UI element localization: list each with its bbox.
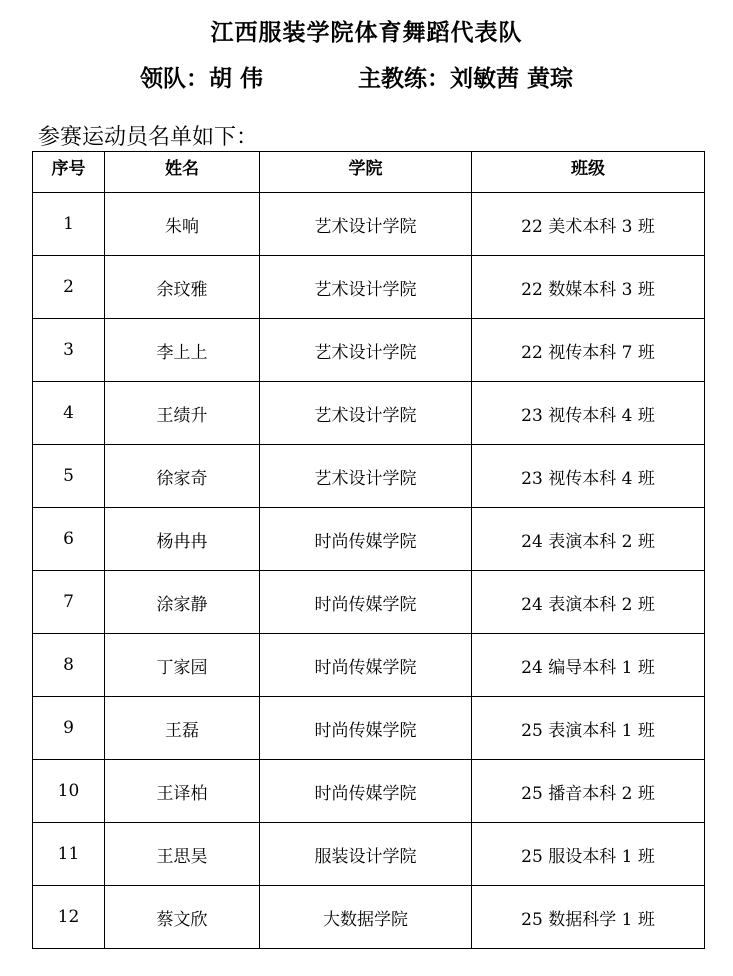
cell-college: 时尚传媒学院 xyxy=(260,571,472,634)
cell-name: 朱响 xyxy=(105,193,260,256)
cell-name: 王绩升 xyxy=(105,382,260,445)
cell-class: 24 编导本科 1 班 xyxy=(472,634,705,697)
cell-index: 4 xyxy=(33,382,105,445)
cell-class: 22 数媒本科 3 班 xyxy=(472,256,705,319)
cell-college: 服装设计学院 xyxy=(260,823,472,886)
table-row xyxy=(33,571,705,634)
cell-name: 徐家奇 xyxy=(105,445,260,508)
table-row xyxy=(33,445,705,508)
table-row xyxy=(33,697,705,760)
table-row xyxy=(33,382,705,445)
staff-line xyxy=(140,60,574,93)
cell-college: 时尚传媒学院 xyxy=(260,697,472,760)
cell-college: 大数据学院 xyxy=(260,886,472,949)
cell-class: 22 视传本科 7 班 xyxy=(472,319,705,382)
cell-class: 25 表演本科 1 班 xyxy=(472,697,705,760)
table-row xyxy=(33,823,705,886)
table-row xyxy=(33,634,705,697)
table-row xyxy=(33,760,705,823)
cell-college: 艺术设计学院 xyxy=(260,256,472,319)
cell-index: 10 xyxy=(33,760,105,823)
table-row xyxy=(33,193,705,256)
cell-college: 艺术设计学院 xyxy=(260,445,472,508)
cell-college: 艺术设计学院 xyxy=(260,319,472,382)
cell-class: 24 表演本科 2 班 xyxy=(472,571,705,634)
header-index: 序号 xyxy=(33,152,105,193)
cell-name: 李上上 xyxy=(105,319,260,382)
table-header-row xyxy=(33,152,705,193)
team-leader: 领队：胡 伟 xyxy=(140,65,264,92)
roster-intro: 参赛运动员名单如下： xyxy=(38,125,259,150)
cell-class: 23 视传本科 4 班 xyxy=(472,382,705,445)
header-name: 姓名 xyxy=(105,152,260,193)
cell-class: 25 播音本科 2 班 xyxy=(472,760,705,823)
cell-index: 9 xyxy=(33,697,105,760)
cell-index: 6 xyxy=(33,508,105,571)
cell-college: 艺术设计学院 xyxy=(260,193,472,256)
cell-name: 蔡文欣 xyxy=(105,886,260,949)
cell-name: 王思昊 xyxy=(105,823,260,886)
cell-college: 时尚传媒学院 xyxy=(260,760,472,823)
cell-class: 23 视传本科 4 班 xyxy=(472,445,705,508)
table-row xyxy=(33,319,705,382)
cell-index: 12 xyxy=(33,886,105,949)
cell-class: 25 数据科学 1 班 xyxy=(472,886,705,949)
cell-class: 24 表演本科 2 班 xyxy=(472,508,705,571)
cell-college: 时尚传媒学院 xyxy=(260,508,472,571)
cell-index: 11 xyxy=(33,823,105,886)
cell-name: 王译柏 xyxy=(105,760,260,823)
table-row xyxy=(33,886,705,949)
header-college: 学院 xyxy=(260,152,472,193)
athlete-roster-table xyxy=(32,151,705,949)
header-class: 班级 xyxy=(472,152,705,193)
cell-class: 25 服设本科 1 班 xyxy=(472,823,705,886)
cell-college: 艺术设计学院 xyxy=(260,382,472,445)
table-row xyxy=(33,256,705,319)
cell-name: 余玟雅 xyxy=(105,256,260,319)
cell-name: 王磊 xyxy=(105,697,260,760)
cell-index: 3 xyxy=(33,319,105,382)
cell-class: 22 美术本科 3 班 xyxy=(472,193,705,256)
cell-index: 2 xyxy=(33,256,105,319)
cell-name: 杨冉冉 xyxy=(105,508,260,571)
document-title: 江西服装学院体育舞蹈代表队 xyxy=(210,19,523,46)
table-row xyxy=(33,508,705,571)
cell-college: 时尚传媒学院 xyxy=(260,634,472,697)
head-coach: 主教练：刘敏茜 黄琮 xyxy=(358,65,574,92)
cell-name: 丁家园 xyxy=(105,634,260,697)
cell-index: 8 xyxy=(33,634,105,697)
cell-index: 7 xyxy=(33,571,105,634)
cell-name: 涂家静 xyxy=(105,571,260,634)
cell-index: 5 xyxy=(33,445,105,508)
cell-index: 1 xyxy=(33,193,105,256)
